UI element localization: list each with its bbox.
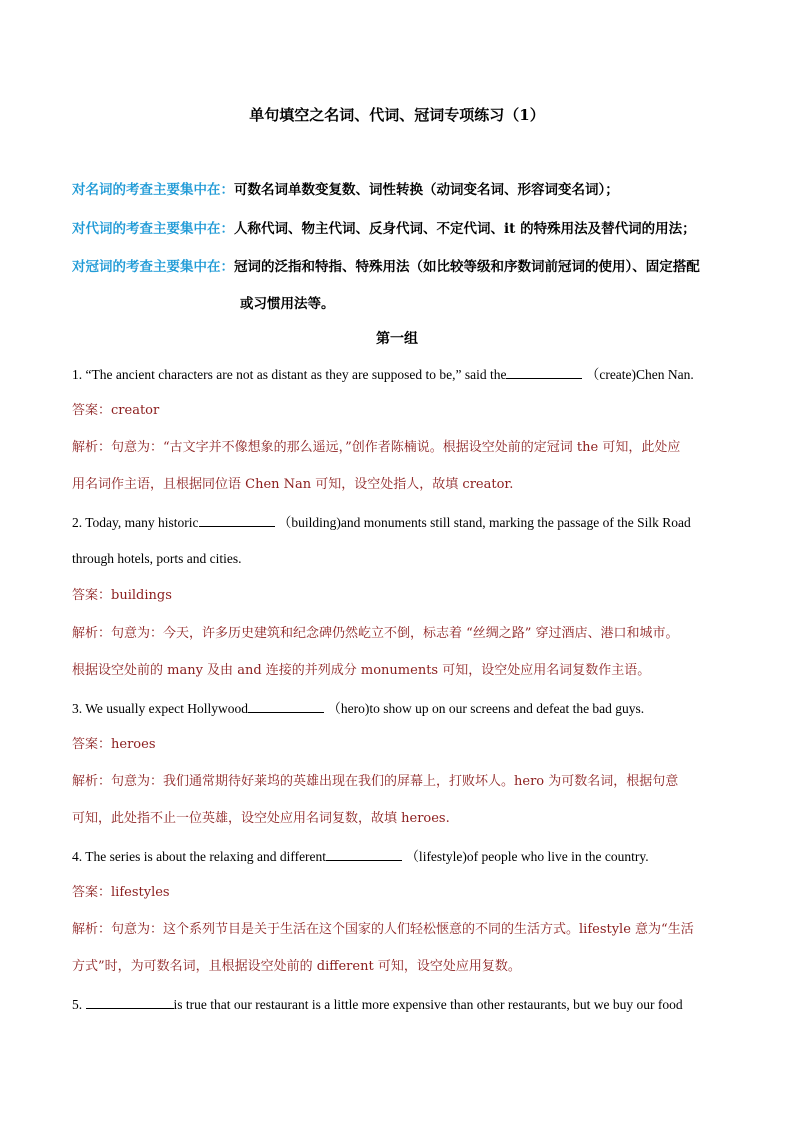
explanation-3-line1: 解析：句意为：我们通常期待好莱坞的英雄出现在我们的屏幕上，打败坏人。hero 为可数名词，根据句意 [72,774,679,789]
explanation-2-line1: 解析：句意为：今天，许多历史建筑和纪念碑仍然屹立不倒，标志着 “丝绸之路” 穿过酒店、港口和城市。 [72,626,679,641]
answer-2 [72,588,172,604]
answer-label: 答案： [72,885,112,900]
explanation-1-line2: 用名词作主语，且根据同位语 Chen Nan 可知，设空处指人，故填 creator. [72,477,514,492]
summary-text: 冠词的泛指和特指、特殊用法（如比较等级和序数词前冠词的使用）、固定搭配 [234,259,700,275]
answer-label: 答案： [72,403,112,418]
answer-value: buildings [111,588,172,603]
answer-1 [72,403,159,419]
question-4 [72,848,649,865]
answer-blank [86,996,174,1009]
summary-label: 对代词的考查主要集中在： [72,221,234,237]
answer-4 [72,885,170,901]
answer-value: creator [111,403,160,418]
explanation-1-line1: 解析：句意为：“古文字并不像想象的那么遥远，”创作者陈楠说。根据设空处前的定冠词 the 可知，此处应 [72,440,681,455]
explanation-4-line2: 方式”时，为可数名词，且根据设空处前的 different 可知，设空处应用复数。 [72,959,521,974]
question-2 [72,514,691,531]
question-text-cont: （lifestyle)of people who live in the country. [405,849,649,864]
answer-value: lifestyles [111,885,170,900]
summary-articles [72,255,700,275]
explanation-2-line2: 根据设空处前的 many 及由 and 连接的并列成分 monuments 可知，设空处应用名词复数作主语。 [72,663,651,678]
summary-label: 对名词的考查主要集中在： [72,182,234,198]
summary-label: 对冠词的考查主要集中在： [72,259,234,275]
answer-value: heroes [111,737,156,752]
question-5 [72,996,683,1013]
summary-pronouns [72,217,696,237]
answer-blank [248,700,324,713]
answer-blank [199,514,275,527]
explanation-4-line1: 解析：句意为：这个系列节目是关于生活在这个国家的人们轻松惬意的不同的生活方式。lifestyle 意为“生活 [72,922,694,937]
question-text-cont: （building)and monuments still stand, marking the passage of the Silk Road [277,515,691,530]
explanation-3-line2: 可知，此处指不止一位英雄，设空处应用名词复数，故填 heroes. [72,811,450,826]
answer-label: 答案： [72,588,112,603]
question-text: 4. The series is about the relaxing and different [72,849,327,864]
answer-blank [326,848,402,861]
question-2-cont: through hotels, ports and cities. [72,551,242,566]
question-text-cont: （hero)to show up on our screens and defeat the bad guys. [327,701,645,716]
answer-3 [72,737,156,753]
question-text: 2. Today, many historic [72,515,199,530]
question-3 [72,700,644,717]
group-title: 第一组 [376,331,418,347]
answer-label: 答案： [72,737,112,752]
summary-text: 可数名词单数变复数、词性转换（动词变名词、形容词变名词）； [234,182,619,198]
question-text: 3. We usually expect Hollywood [72,701,249,716]
summary-nouns [72,178,619,198]
question-number: 5. [72,997,83,1012]
question-text-cont: is true that our restaurant is a little more expensive than other restaurants, but we buy our food [173,997,683,1012]
summary-text: 人称代词、物主代词、反身代词、不定代词、it 的特殊用法及替代词的用法； [234,221,696,237]
page-title: 单句填空之名词、代词、冠词专项练习（1） [249,106,545,124]
summary-articles-cont: 或习惯用法等。 [240,296,335,312]
question-text-cont: （create)Chen Nan. [585,367,694,382]
question-text: 1. “The ancient characters are not as distant as they are supposed to be,” said the [72,367,507,382]
answer-blank [506,366,582,379]
question-1 [72,366,694,383]
